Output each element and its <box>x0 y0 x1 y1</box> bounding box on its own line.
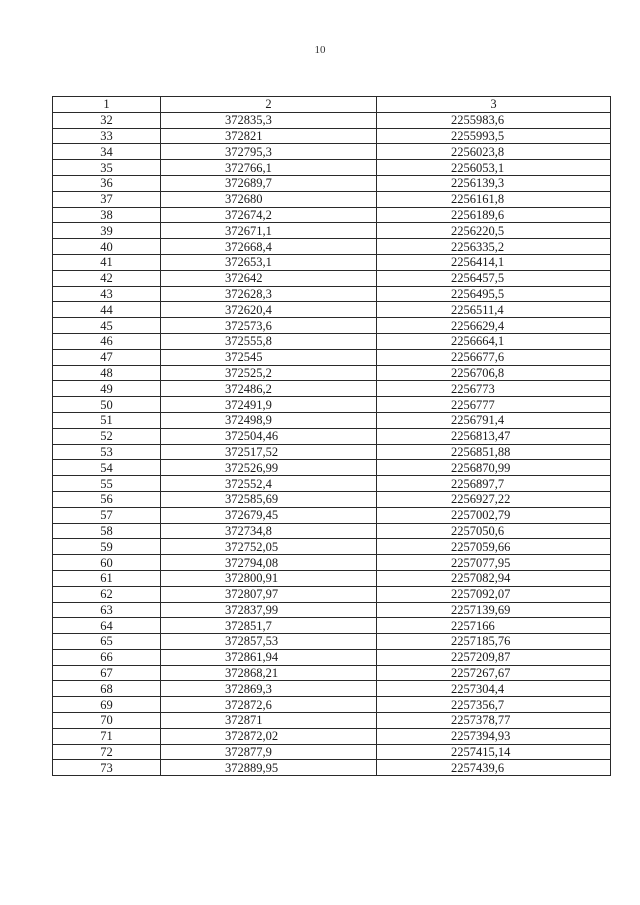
cell-x-coordinate: 372504,46 <box>161 428 377 444</box>
table-row <box>53 697 611 713</box>
cell-y-coordinate: 2256053,1 <box>377 160 611 176</box>
table-row <box>53 254 611 270</box>
cell-y-coordinate: 2256773 <box>377 381 611 397</box>
cell-x-coordinate: 372689,7 <box>161 175 377 191</box>
cell-point-number: 64 <box>53 618 161 634</box>
cell-point-number: 65 <box>53 634 161 650</box>
table-row <box>53 128 611 144</box>
cell-x-coordinate: 372498,9 <box>161 412 377 428</box>
table-row <box>53 207 611 223</box>
cell-x-coordinate: 372851,7 <box>161 618 377 634</box>
table-row <box>53 523 611 539</box>
table-row <box>53 634 611 650</box>
cell-y-coordinate: 2257439,6 <box>377 760 611 776</box>
cell-point-number: 73 <box>53 760 161 776</box>
cell-x-coordinate: 372794,08 <box>161 555 377 571</box>
cell-x-coordinate: 372766,1 <box>161 160 377 176</box>
table-row <box>53 507 611 523</box>
cell-point-number: 48 <box>53 365 161 381</box>
cell-x-coordinate: 372861,94 <box>161 649 377 665</box>
cell-point-number: 42 <box>53 270 161 286</box>
table-row <box>53 270 611 286</box>
cell-x-coordinate: 372525,2 <box>161 365 377 381</box>
cell-y-coordinate: 2256851,88 <box>377 444 611 460</box>
column-header-point: 1 <box>53 97 161 113</box>
table-row <box>53 649 611 665</box>
table-row <box>53 112 611 128</box>
cell-y-coordinate: 2256927,22 <box>377 491 611 507</box>
table-row <box>53 333 611 349</box>
cell-x-coordinate: 372871 <box>161 713 377 729</box>
cell-point-number: 43 <box>53 286 161 302</box>
cell-point-number: 38 <box>53 207 161 223</box>
table-row <box>53 349 611 365</box>
cell-y-coordinate: 2257267,67 <box>377 665 611 681</box>
cell-point-number: 32 <box>53 112 161 128</box>
cell-x-coordinate: 372837,99 <box>161 602 377 618</box>
cell-point-number: 46 <box>53 333 161 349</box>
table-row <box>53 175 611 191</box>
table-row <box>53 239 611 255</box>
cell-x-coordinate: 372642 <box>161 270 377 286</box>
cell-x-coordinate: 372821 <box>161 128 377 144</box>
cell-point-number: 52 <box>53 428 161 444</box>
cell-x-coordinate: 372877,9 <box>161 744 377 760</box>
cell-x-coordinate: 372889,95 <box>161 760 377 776</box>
cell-y-coordinate: 2257059,66 <box>377 539 611 555</box>
table-row <box>53 160 611 176</box>
cell-point-number: 58 <box>53 523 161 539</box>
cell-y-coordinate: 2256791,4 <box>377 412 611 428</box>
cell-point-number: 44 <box>53 302 161 318</box>
cell-y-coordinate: 2257209,87 <box>377 649 611 665</box>
cell-y-coordinate: 2256023,8 <box>377 144 611 160</box>
cell-point-number: 72 <box>53 744 161 760</box>
table-row <box>53 713 611 729</box>
column-header-x: 2 <box>161 97 377 113</box>
table-row <box>53 760 611 776</box>
cell-x-coordinate: 372491,9 <box>161 397 377 413</box>
cell-point-number: 47 <box>53 349 161 365</box>
cell-point-number: 49 <box>53 381 161 397</box>
table-row <box>53 476 611 492</box>
cell-y-coordinate: 2257356,7 <box>377 697 611 713</box>
cell-point-number: 61 <box>53 570 161 586</box>
cell-point-number: 34 <box>53 144 161 160</box>
cell-x-coordinate: 372674,2 <box>161 207 377 223</box>
cell-point-number: 56 <box>53 491 161 507</box>
cell-x-coordinate: 372585,69 <box>161 491 377 507</box>
page-number: 10 <box>314 44 326 56</box>
cell-y-coordinate: 2257166 <box>377 618 611 634</box>
cell-point-number: 67 <box>53 665 161 681</box>
cell-y-coordinate: 2257092,07 <box>377 586 611 602</box>
cell-point-number: 60 <box>53 555 161 571</box>
cell-x-coordinate: 372620,4 <box>161 302 377 318</box>
cell-point-number: 39 <box>53 223 161 239</box>
cell-y-coordinate: 2256457,5 <box>377 270 611 286</box>
cell-y-coordinate: 2256335,2 <box>377 239 611 255</box>
cell-point-number: 51 <box>53 412 161 428</box>
table-row <box>53 412 611 428</box>
table-row <box>53 318 611 334</box>
table-row <box>53 728 611 744</box>
cell-y-coordinate: 2257304,4 <box>377 681 611 697</box>
cell-y-coordinate: 2256220,5 <box>377 223 611 239</box>
cell-y-coordinate: 2257050,6 <box>377 523 611 539</box>
cell-x-coordinate: 372671,1 <box>161 223 377 239</box>
cell-y-coordinate: 2256414,1 <box>377 254 611 270</box>
cell-y-coordinate: 2256495,5 <box>377 286 611 302</box>
cell-x-coordinate: 372752,05 <box>161 539 377 555</box>
table-row <box>53 286 611 302</box>
table-row <box>53 681 611 697</box>
table-row <box>53 586 611 602</box>
cell-y-coordinate: 2255993,5 <box>377 128 611 144</box>
cell-x-coordinate: 372800,91 <box>161 570 377 586</box>
cell-point-number: 66 <box>53 649 161 665</box>
table-row <box>53 460 611 476</box>
cell-point-number: 54 <box>53 460 161 476</box>
cell-y-coordinate: 2256677,6 <box>377 349 611 365</box>
table-row <box>53 397 611 413</box>
cell-y-coordinate: 2255983,6 <box>377 112 611 128</box>
cell-point-number: 63 <box>53 602 161 618</box>
cell-x-coordinate: 372807,97 <box>161 586 377 602</box>
cell-point-number: 35 <box>53 160 161 176</box>
table-row <box>53 365 611 381</box>
cell-x-coordinate: 372545 <box>161 349 377 365</box>
cell-point-number: 69 <box>53 697 161 713</box>
table-row <box>53 302 611 318</box>
table-row <box>53 444 611 460</box>
table-row <box>53 570 611 586</box>
table-row <box>53 555 611 571</box>
cell-point-number: 45 <box>53 318 161 334</box>
header-row <box>53 97 611 113</box>
cell-x-coordinate: 372668,4 <box>161 239 377 255</box>
cell-y-coordinate: 2256161,8 <box>377 191 611 207</box>
cell-point-number: 37 <box>53 191 161 207</box>
cell-point-number: 33 <box>53 128 161 144</box>
cell-x-coordinate: 372872,02 <box>161 728 377 744</box>
table-row <box>53 744 611 760</box>
cell-x-coordinate: 372573,6 <box>161 318 377 334</box>
cell-x-coordinate: 372872,6 <box>161 697 377 713</box>
column-header-y: 3 <box>377 97 611 113</box>
cell-x-coordinate: 372857,53 <box>161 634 377 650</box>
table-row <box>53 491 611 507</box>
cell-point-number: 68 <box>53 681 161 697</box>
cell-x-coordinate: 372517,52 <box>161 444 377 460</box>
table-row <box>53 191 611 207</box>
cell-point-number: 70 <box>53 713 161 729</box>
table-row <box>53 539 611 555</box>
cell-y-coordinate: 2256777 <box>377 397 611 413</box>
cell-point-number: 50 <box>53 397 161 413</box>
table-row <box>53 618 611 634</box>
cell-x-coordinate: 372628,3 <box>161 286 377 302</box>
cell-x-coordinate: 372869,3 <box>161 681 377 697</box>
cell-y-coordinate: 2256189,6 <box>377 207 611 223</box>
cell-y-coordinate: 2257082,94 <box>377 570 611 586</box>
cell-x-coordinate: 372555,8 <box>161 333 377 349</box>
cell-y-coordinate: 2256870,99 <box>377 460 611 476</box>
cell-point-number: 55 <box>53 476 161 492</box>
table-header <box>53 97 611 113</box>
cell-y-coordinate: 2257378,77 <box>377 713 611 729</box>
cell-x-coordinate: 372795,3 <box>161 144 377 160</box>
cell-point-number: 36 <box>53 175 161 191</box>
cell-point-number: 71 <box>53 728 161 744</box>
cell-x-coordinate: 372734,8 <box>161 523 377 539</box>
cell-x-coordinate: 372868,21 <box>161 665 377 681</box>
cell-y-coordinate: 2256897,7 <box>377 476 611 492</box>
cell-point-number: 53 <box>53 444 161 460</box>
cell-y-coordinate: 2256664,1 <box>377 333 611 349</box>
cell-y-coordinate: 2256629,4 <box>377 318 611 334</box>
cell-x-coordinate: 372680 <box>161 191 377 207</box>
table-row <box>53 223 611 239</box>
cell-y-coordinate: 2257415,14 <box>377 744 611 760</box>
cell-x-coordinate: 372486,2 <box>161 381 377 397</box>
cell-point-number: 57 <box>53 507 161 523</box>
cell-point-number: 62 <box>53 586 161 602</box>
table-row <box>53 381 611 397</box>
cell-point-number: 40 <box>53 239 161 255</box>
cell-x-coordinate: 372552,4 <box>161 476 377 492</box>
cell-x-coordinate: 372679,45 <box>161 507 377 523</box>
table-body <box>53 112 611 775</box>
table-row <box>53 428 611 444</box>
table-row <box>53 665 611 681</box>
cell-y-coordinate: 2257002,79 <box>377 507 611 523</box>
cell-y-coordinate: 2257185,76 <box>377 634 611 650</box>
cell-x-coordinate: 372835,3 <box>161 112 377 128</box>
coordinates-table <box>52 96 611 776</box>
table-row <box>53 144 611 160</box>
cell-point-number: 59 <box>53 539 161 555</box>
cell-y-coordinate: 2256706,8 <box>377 365 611 381</box>
cell-x-coordinate: 372526,99 <box>161 460 377 476</box>
cell-y-coordinate: 2256813,47 <box>377 428 611 444</box>
cell-y-coordinate: 2257139,69 <box>377 602 611 618</box>
cell-y-coordinate: 2257077,95 <box>377 555 611 571</box>
cell-y-coordinate: 2256511,4 <box>377 302 611 318</box>
table-row <box>53 602 611 618</box>
cell-point-number: 41 <box>53 254 161 270</box>
cell-y-coordinate: 2256139,3 <box>377 175 611 191</box>
cell-y-coordinate: 2257394,93 <box>377 728 611 744</box>
cell-x-coordinate: 372653,1 <box>161 254 377 270</box>
